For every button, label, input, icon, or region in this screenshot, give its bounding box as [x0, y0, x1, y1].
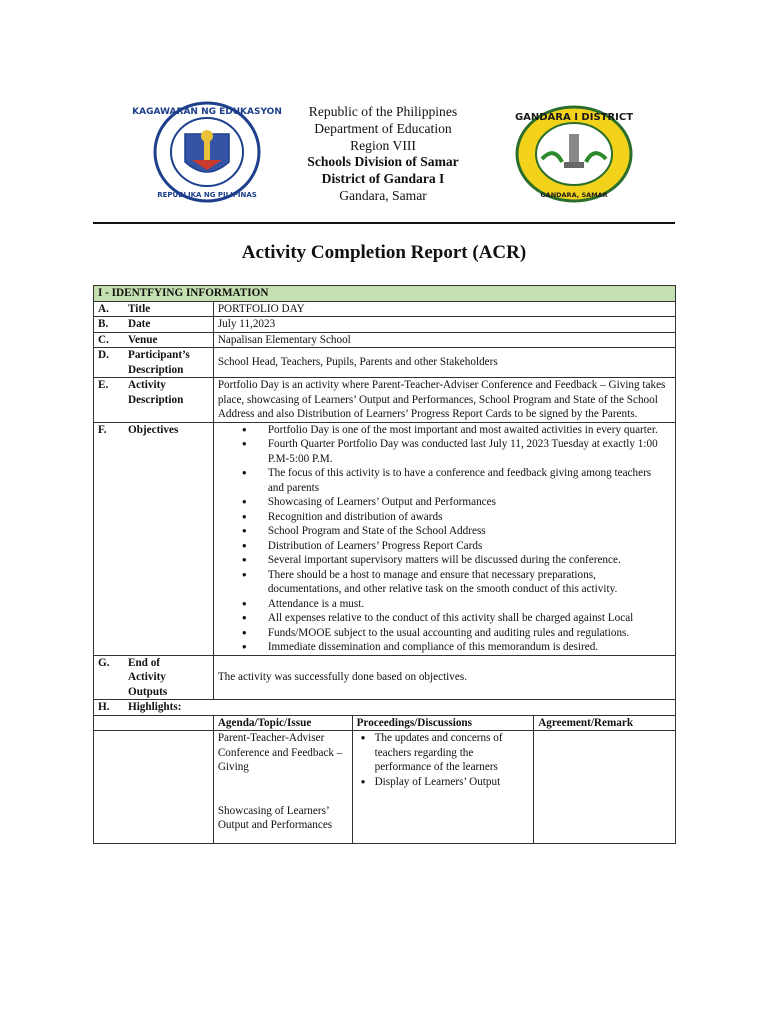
empty-cell [94, 715, 214, 731]
participants-value: School Head, Teachers, Pupils, Parents and other Stakeholders [213, 348, 675, 378]
list-item: ● Distribution of Learners’ Progress Report Cards [218, 539, 671, 554]
list-item: ● Fourth Quarter Portfolio Day was conducted last July 11, 2023 Tuesday at exactly 1:00 P.M-5:00 P.M. [218, 437, 671, 466]
row-letter: E. [98, 379, 109, 391]
agenda-item: Showcasing of Learners’ Output and Performances [217, 804, 333, 831]
list-item: ● School Program and State of the School Address [218, 524, 671, 539]
list-item: ● Funds/MOOE subject to the usual accounting and auditing rules and regulations. [218, 626, 671, 641]
row-letter: D. [98, 349, 109, 361]
highlights-header-row [94, 715, 676, 731]
row-label-text: Title [128, 302, 151, 315]
column-header: Agenda/Topic/Issue [213, 715, 352, 731]
table-row [94, 700, 676, 716]
row-label-text: Venue [128, 333, 158, 346]
row-label [94, 317, 214, 333]
row-label-text: Objectives [128, 423, 179, 436]
row-label-text: Description [128, 363, 184, 376]
gandara-district-seal-icon [514, 104, 634, 204]
table-row [94, 655, 676, 700]
division-line: Schools Division of Samar [307, 154, 459, 170]
agenda-cell [213, 731, 352, 844]
spacer [218, 775, 348, 804]
objectives-list [218, 423, 671, 655]
location-line: Gandara, Samar [339, 187, 427, 203]
list-item: ● Showcasing of Learners’ Output and Performances [218, 495, 671, 510]
row-letter: G. [98, 656, 110, 669]
row-letter: C. [98, 333, 109, 346]
activity-description-value: Portfolio Day is an activity where Parent-Teacher-Adviser Conference and Feedback – Giving takes place, showcasing of Learners’ Output and Performances, School Program and State of the School Address and also Distribution of Learners’ Progress Report Cards to be signed by the Parents. [213, 378, 675, 423]
proceedings-list [357, 731, 530, 789]
date-value: July 11,2023 [213, 317, 675, 333]
row-label [94, 700, 676, 716]
row-label-text: Activity [128, 671, 166, 683]
proceedings-cell [352, 731, 534, 844]
letterhead [0, 0, 768, 220]
svg-text:KAGAWARAN NG EDUKASYON: KAGAWARAN NG EDUKASYON [132, 107, 282, 117]
table-row [94, 378, 676, 423]
row-letter: F. [98, 423, 107, 436]
region-line: Region VIII [350, 137, 416, 153]
list-item: ● The updates and concerns of teachers regarding the performance of the learners [357, 731, 530, 775]
row-label [94, 655, 214, 700]
row-label [94, 332, 214, 348]
list-item: ● Recognition and distribution of awards [218, 510, 671, 525]
row-label-text: Participant’s [128, 349, 190, 361]
row-letter: A. [98, 302, 109, 315]
row-label-text: Date [128, 318, 151, 330]
svg-text:GANDARA I DISTRICT: GANDARA I DISTRICT [514, 112, 634, 123]
row-letter: H. [98, 701, 110, 713]
row-label-text: Activity [128, 379, 166, 391]
empty-cell [94, 731, 214, 844]
agenda-item: Parent-Teacher-Adviser Conference and Feedback –Giving [217, 732, 343, 773]
outputs-value: The activity was successfully done based on objectives. [213, 655, 675, 700]
table-row [94, 422, 676, 655]
section-heading: I - IDENTFYING INFORMATION [94, 286, 676, 302]
svg-text:REPUBLIKA NG PILIPINAS: REPUBLIKA NG PILIPINAS [157, 191, 257, 199]
header-divider [93, 222, 675, 224]
row-label [94, 422, 214, 655]
list-item: ● All expenses relative to the conduct of this activity shall be charged against Local [218, 611, 671, 626]
objectives-cell [213, 422, 675, 655]
table-row [94, 348, 676, 378]
row-letter: B. [98, 318, 109, 330]
row-label-text: Outputs [128, 685, 168, 698]
column-header: Agreement/Remark [534, 715, 676, 731]
row-label-text: Description [128, 393, 184, 406]
list-item: ● Attendance is a must. [218, 597, 671, 612]
department-line: Department of Education [314, 120, 452, 136]
svg-text:GANDARA, SAMAR: GANDARA, SAMAR [540, 191, 608, 199]
letterhead-text [238, 104, 528, 205]
page-title: Activity Completion Report (ACR) [241, 242, 527, 263]
district-line: District of Gandara I [321, 171, 445, 187]
remark-cell [534, 731, 676, 844]
list-item: ● Portfolio Day is one of the most important and most awaited activities in every quarter. [218, 423, 671, 438]
row-label [94, 348, 214, 378]
table-row [94, 317, 676, 333]
venue-value: Napalisan Elementary School [213, 332, 675, 348]
column-header: Proceedings/Discussions [352, 715, 534, 731]
list-item: ● The focus of this activity is to have a conference and feedback giving among teachers and parents [218, 466, 671, 495]
row-label-text: End of [128, 656, 161, 669]
table-row [94, 332, 676, 348]
acr-table [93, 285, 676, 844]
row-label [94, 301, 214, 317]
list-item: ● Several important supervisory matters will be discussed during the conference. [218, 553, 671, 568]
row-label [94, 378, 214, 423]
republic-line: Republic of the Philippines [308, 104, 458, 119]
list-item: ● There should be a host to manage and ensure that necessary preparations, documentations, and other relative task on the smooth conduct of this activity. [218, 568, 671, 597]
table-row [94, 731, 676, 844]
list-item: ● Display of Learners’ Output [357, 775, 530, 790]
section-heading-row [94, 286, 676, 302]
table-row [94, 301, 676, 317]
list-item: ● Immediate dissemination and compliance of this memorandum is desired. [218, 640, 671, 655]
title-value: PORTFOLIO DAY [213, 301, 675, 317]
row-label-text: Highlights: [128, 701, 182, 713]
